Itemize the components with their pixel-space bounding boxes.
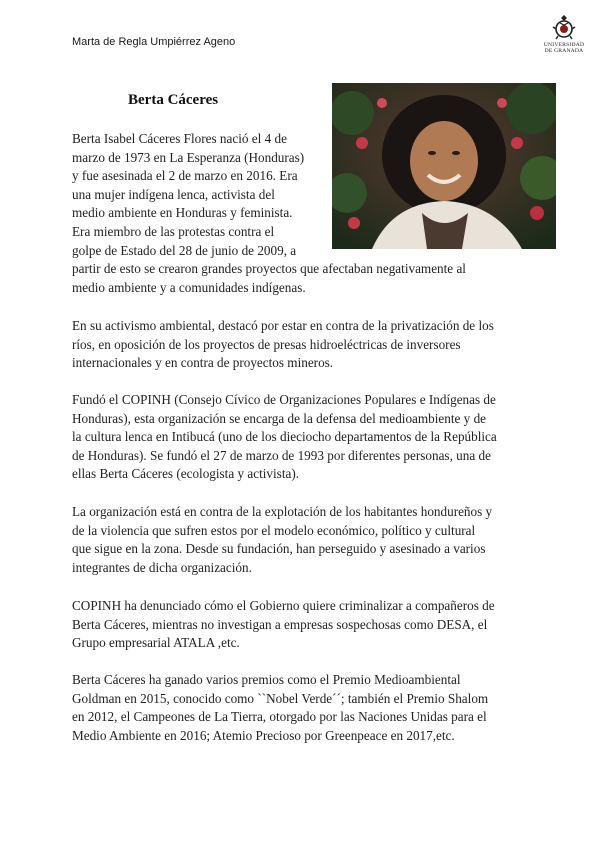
header-author: Marta de Regla Umpiérrez Ageno xyxy=(72,36,236,48)
text-line: Berta Cáceres ha ganado varios premios como el Premio Medioambiental xyxy=(72,672,461,687)
text-line: Era miembro de las protestas contra el xyxy=(72,223,275,239)
paragraph-activism xyxy=(72,317,540,373)
text-line: Goldman en 2015, conocido como ``Nobel Verde´´; también el Premio Shalom xyxy=(72,690,489,706)
text-line: ríos, en oposición de los proyectos de presas hidroeléctricas de inversores xyxy=(72,336,461,352)
page-title: Berta Cáceres xyxy=(128,92,219,108)
text-line: y fue asesinada el 2 de marzo en 2016. Era xyxy=(72,168,298,184)
university-crest-icon xyxy=(551,14,577,42)
text-line: Medio Ambiente en 2016; Atemio Precioso por Greenpeace en 2017,etc. xyxy=(72,727,455,743)
text-line: Berta Cáceres, mientras no investigan a empresas sospechosas como DESA, el xyxy=(72,616,488,632)
paragraph-copinh xyxy=(72,391,540,484)
text-line: COPINH ha denunciado cómo el Gobierno quiere criminalizar a compañeros de xyxy=(72,598,495,613)
text-line: En su activismo ambiental, destacó por estar en contra de la privatización de los xyxy=(72,318,494,333)
text-line: la cultura lenca en Intibucá (uno de los dieciocho departamentos de la República xyxy=(72,429,497,445)
text-line: marzo de 1973 en La Esperanza (Honduras) xyxy=(72,149,305,165)
text-line: golpe de Estado del 28 de junio de 2009, a xyxy=(72,242,297,258)
text-line: integrantes de dicha organización. xyxy=(72,559,252,575)
text-line: Honduras), esta organización se encarga de la defensa del medioambiente y de xyxy=(72,410,487,426)
portrait-photo xyxy=(332,83,556,249)
paragraph-denuncia xyxy=(72,597,540,653)
text-line: en 2012, el Campeones de La Tierra, otorgado por las Naciones Unidas para el xyxy=(72,709,487,725)
text-line: Grupo empresarial ATALA ,etc. xyxy=(72,635,240,651)
text-line: de la violencia que sufren estos por el modelo económico, político y cultural xyxy=(72,522,476,538)
text-line: ellas Berta Cáceres (ecologista y activista). xyxy=(72,466,300,482)
text-line: La organización está en contra de la explotación de los habitantes hondureños y xyxy=(72,504,493,519)
text-line: Berta Isabel Cáceres Flores nació el 4 de xyxy=(72,131,287,146)
text-line: una mujer indígena lenca, activista del xyxy=(72,186,275,202)
paragraph-intro xyxy=(72,130,466,297)
text-line: medio ambiente en Honduras y feminista. xyxy=(72,205,293,221)
logo-text-line-2: DE GRANADA xyxy=(544,48,584,55)
text-line: partir de esto se crearon grandes proyectos que afectaban negativamente al xyxy=(72,261,466,277)
university-logo xyxy=(538,14,590,55)
text-line: medio ambiente y a comunidades indígenas. xyxy=(72,279,306,295)
text-line: de Honduras). Se fundó el 27 de marzo de 1993 por diferentes personas, una de xyxy=(72,447,491,463)
text-line: que sigue en la zona. Desde su fundación, han perseguido y asesinado a varios xyxy=(72,541,486,557)
text-line: Fundó el COPINH (Consejo Cívico de Organizaciones Populares e Indígenas de xyxy=(72,392,496,407)
text-line: internacionales y en contra de proyectos mineros. xyxy=(72,355,334,371)
logo-text-line-1: UNIVERSIDAD xyxy=(543,42,585,48)
paragraph-organization xyxy=(72,503,540,577)
paragraph-awards xyxy=(72,671,540,745)
